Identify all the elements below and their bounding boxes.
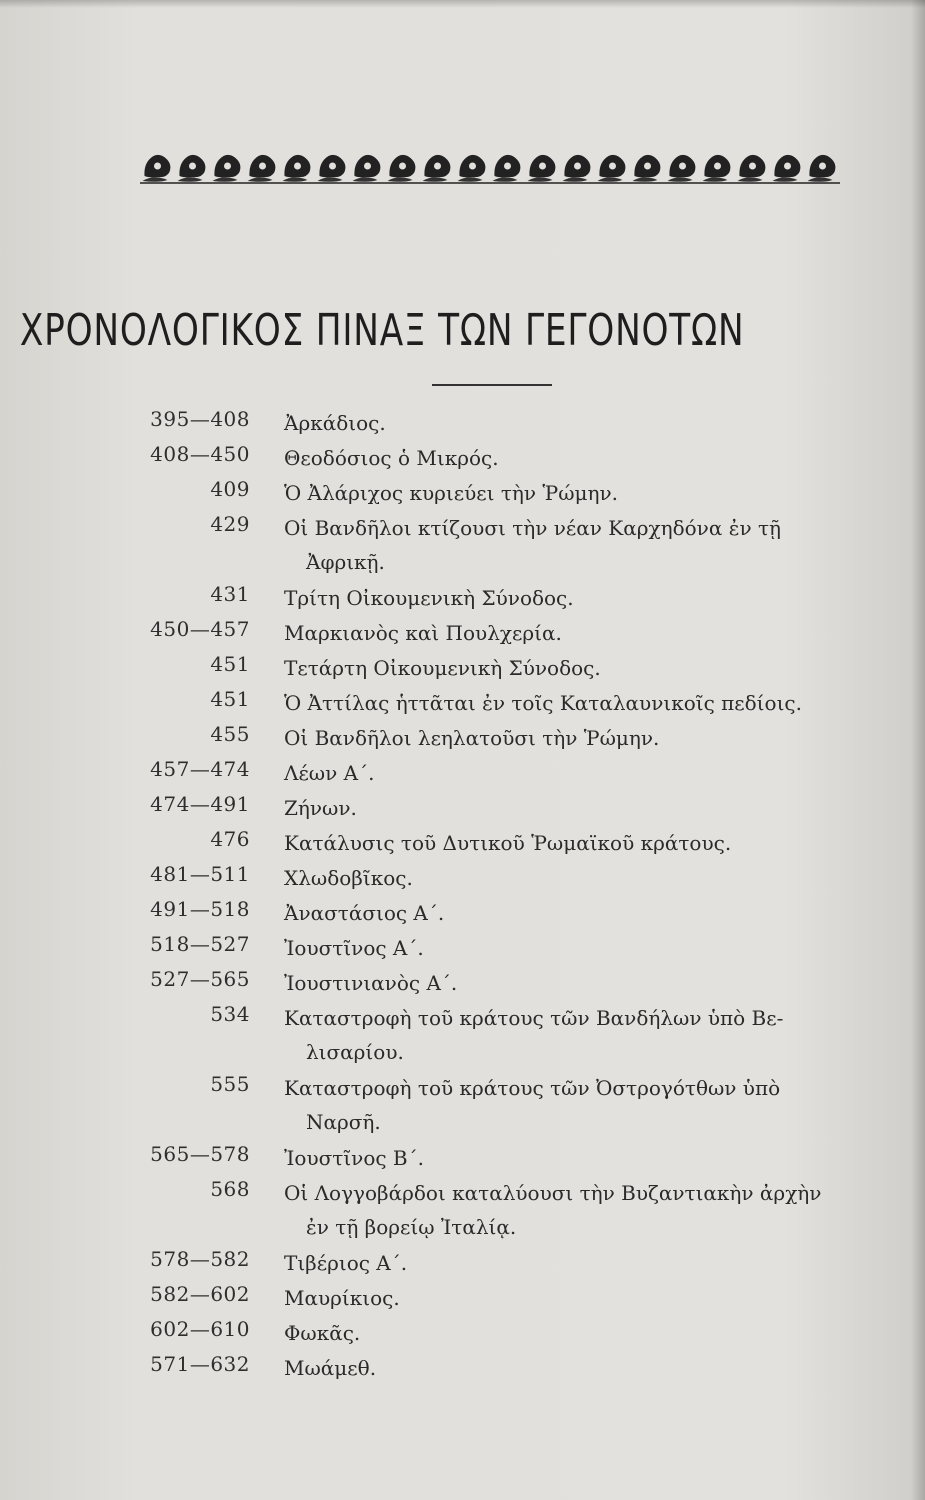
entry-event-line2: λισαρίου. [306,1040,404,1064]
entry-event: Ἀναστάσιος Α΄. [284,901,445,925]
list-item [0,820,925,855]
entry-event: Τιβέριος Α΄. [284,1251,408,1275]
flower-ornament-icon [808,155,836,182]
entry-event: Χλωδοβῖκος. [284,866,413,890]
entry-event: Τετάρτη Οἰκουμενικὴ Σύνοδος. [284,656,601,680]
title-rule [432,384,552,386]
flower-ornament-icon [213,155,241,182]
entry-event: Ζήνων. [284,796,357,820]
entry-event-line2: Ναρσῆ. [306,1110,381,1134]
entry-event: Ὁ Ἀλάριχος κυριεύει τὴν Ῥώμην. [284,481,618,505]
list-item [0,435,925,470]
entry-date: 568 [210,1177,250,1201]
entry-date: 451 [210,652,250,676]
flower-ornament-icon [528,155,556,182]
flower-ornament-icon [353,155,381,182]
flower-ornament-icon [668,155,696,182]
list-item [0,1275,925,1310]
list-item [0,960,925,995]
entry-date: 476 [210,827,250,851]
entry-date: 534 [210,1002,250,1026]
entry-date: 491—518 [150,897,250,921]
flower-ornament-icon [738,155,766,182]
entry-event: Τρίτη Οἰκουμενικὴ Σύνοδος. [284,586,574,610]
list-item [0,1345,925,1380]
entry-date: 481—511 [150,862,250,886]
list-item [0,925,925,960]
flower-ornament-icon [318,155,346,182]
entry-date: 431 [210,582,250,606]
list-item [0,1170,925,1240]
entry-date: 409 [210,477,250,501]
entry-date: 474—491 [150,792,250,816]
entry-event: Θεοδόσιος ὁ Μικρός. [284,446,499,470]
entry-date: 450—457 [150,617,250,641]
flower-ornament-icon [493,155,521,182]
entry-date: 429 [210,512,250,536]
entry-date: 518—527 [150,932,250,956]
entry-event [284,1176,840,1244]
entry-date: 571—632 [150,1352,250,1376]
entry-event: Κατάλυσις τοῦ Δυτικοῦ Ῥωμαϊκοῦ κράτους. [284,831,732,855]
list-item [0,715,925,750]
entry-event-line2: Ἀφρικῇ. [306,550,385,574]
entry-event: Ἰουστῖνος Β΄. [284,1146,424,1170]
entry-event-line1: Οἱ Βανδῆλοι κτίζουσι τὴν νέαν Καρχηδόνα ἐν τῇ [284,516,782,540]
entry-date: 451 [210,687,250,711]
list-item [0,1135,925,1170]
flower-ornament-icon [248,155,276,182]
entry-event-line1: Καταστροφὴ τοῦ κράτους τῶν Ὀστρογότθων ὑπὸ [284,1076,781,1100]
entry-date: 395—408 [150,407,250,431]
entry-date: 578—582 [150,1247,250,1271]
flower-ornament-icon [143,155,171,182]
entry-event: Ἀρκάδιος. [284,411,386,435]
flower-ornament-icon [178,155,206,182]
list-item [0,750,925,785]
list-item [0,1240,925,1275]
flower-ornament-icon [563,155,591,182]
flower-ornament-icon [773,155,801,182]
entry-event: Ὁ Ἀττίλας ἡττᾶται ἐν τοῖς Καταλαυνικοῖς πεδίοις. [284,691,802,715]
list-item [0,470,925,505]
flower-ornament-icon [598,155,626,182]
entry-date: 555 [210,1072,250,1096]
flower-ornament-icon [703,155,731,182]
entry-event [284,511,840,579]
entry-date: 582—602 [150,1282,250,1306]
list-item [0,1310,925,1345]
list-item [0,400,925,435]
entry-date: 455 [210,722,250,746]
chronology-list [0,400,925,1380]
entry-event: Φωκᾶς. [284,1321,361,1345]
page-title: ΧΡΟΝΟΛΟΓΙΚΟΣ ΠΙΝΑΞ ΤΩΝ ΓΕΓΟΝΟΤΩΝ [19,305,745,356]
flower-ornament-icon [633,155,661,182]
entry-event: Ἰουστινιανὸς Α΄. [284,971,458,995]
entry-event: Μαυρίκιος. [284,1286,400,1310]
list-item [0,1065,925,1135]
entry-date: 408—450 [150,442,250,466]
entry-event-line2: ἐν τῇ βορείῳ Ἰταλίᾳ. [306,1215,517,1239]
list-item [0,855,925,890]
entry-event: Ἰουστῖνος Α΄. [284,936,424,960]
flower-ornament-icon [388,155,416,182]
flower-ornament-icon [283,155,311,182]
entry-event [284,1001,840,1069]
entry-event: Μωάμεθ. [284,1356,377,1380]
flower-border-ornament [140,150,840,186]
entry-date: 602—610 [150,1317,250,1341]
entry-date: 457—474 [150,757,250,781]
page-top-edge [0,0,925,8]
flower-ornament-icon [423,155,451,182]
flower-ornament-icon [458,155,486,182]
entry-event [284,1071,840,1139]
entry-event: Μαρκιανὸς καὶ Πουλχερία. [284,621,562,645]
list-item [0,645,925,680]
list-item [0,680,925,715]
list-item [0,785,925,820]
list-item [0,505,925,575]
entry-event-line1: Καταστροφὴ τοῦ κράτους τῶν Βανδήλων ὑπὸ Βε- [284,1006,784,1030]
entry-event: Οἱ Βανδῆλοι λεηλατοῦσι τὴν Ῥώμην. [284,726,660,750]
list-item [0,890,925,925]
entry-event-line1: Οἱ Λογγοβάρδοι καταλύουσι τὴν Βυζαντιακὴν ἀρχὴν [284,1181,822,1205]
list-item [0,995,925,1065]
entry-date: 565—578 [150,1142,250,1166]
list-item [0,610,925,645]
entry-date: 527—565 [150,967,250,991]
list-item [0,575,925,610]
entry-event: Λέων Α΄. [284,761,375,785]
